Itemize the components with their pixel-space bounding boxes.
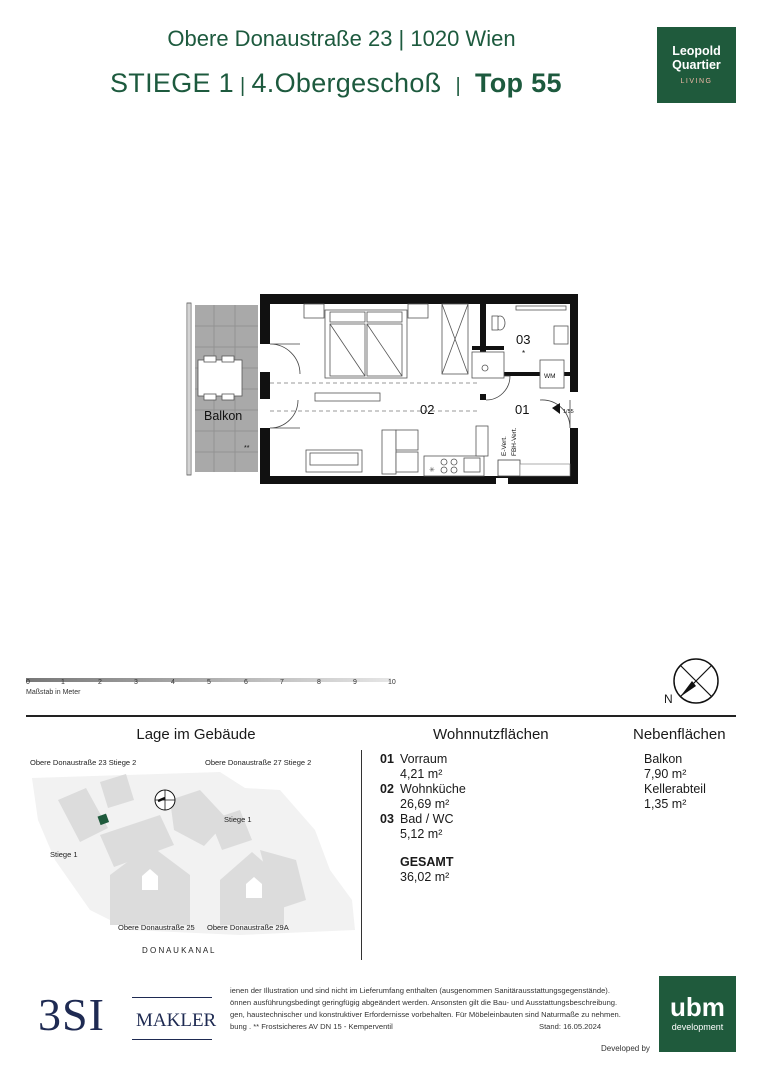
3si-logo: 3SI [38,989,105,1040]
total-label: GESAMT [400,855,454,869]
leopold-quartier-logo: Leopold Quartier LIVING [657,27,736,103]
sideboard [315,393,380,401]
developed-by-label: Developed by [601,1044,650,1053]
north-compass-icon [670,655,722,707]
section-divider [26,715,736,717]
site-plan [30,760,360,940]
list-item: 03 Bad / WC [380,812,454,826]
kitchen [424,426,488,476]
ancillary-heading: Nebenflächen [633,726,726,743]
room-03-label: 03 [516,332,531,347]
scale-ticks: 0 1 2 3 4 5 6 7 8 9 10 [26,679,396,686]
label-stiege1-right: Stiege 1 [224,815,252,824]
scale-caption: Maßstab in Meter [26,689,81,696]
label-od23-stiege2: Obere Donaustraße 23 Stiege 2 [30,758,137,767]
ancillary-list: Balkon 7,90 m² Kellerabteil 1,35 m² [644,752,706,811]
north-label: N [664,692,673,706]
balcony-valve-mark: ** [244,445,250,452]
wardrobe [442,304,468,374]
makler-logo-text: MAKLER [136,1010,217,1031]
svg-text:✳: ✳ [429,467,435,474]
label-od27-stiege2: Obere Donaustraße 27 Stiege 2 [205,758,312,767]
stand-date: Stand: 16.05.2024 [539,1022,602,1031]
fbh-vert-label: FBH-Vert. [511,427,518,456]
stair-label: STIEGE 1 [110,68,234,98]
label-stiege1-left: Stiege 1 [50,850,78,859]
label-donaukanal: D O N A U K A N A L [142,946,215,955]
list-item: 01 Vorraum [380,752,448,766]
floor-plan [180,290,580,490]
label-od29a: Obere Donaustraße 29A [207,923,289,932]
entrance-arrow-icon [552,403,560,414]
wm-label: WM [544,373,556,380]
balcony-label: Balkon [204,409,243,423]
dining-table [382,430,418,474]
total-area: 36,02 m² [400,870,450,884]
room-01-label: 01 [515,402,530,417]
label-od25: Obere Donaustraße 25 [118,923,195,932]
living-areas-list: 01 Vorraum 4,21 m² 02 Wohnküche 26,69 m² 03 Bad / WC 5,12 m² GESAMT 36,02 m² [380,752,580,885]
door-number: 1/55 [563,409,574,415]
ubm-logo: ubm development [659,976,736,1052]
column-divider [361,750,362,960]
sofa [306,450,362,472]
living-areas-heading: Wohnnutzflächen [433,726,549,743]
svg-text:*: * [522,349,526,358]
double-bed [304,304,428,378]
location-heading: Lage im Gebäude [136,726,256,743]
list-item: 02 Wohnküche [380,782,466,796]
top-number: Top 55 [474,68,562,98]
unit-title: STIEGE 1 | 4.Obergeschoß | Top 55 [110,68,562,98]
project-address: Obere Donaustraße 23 | 1020 Wien [167,26,516,51]
room-02-label: 02 [420,402,435,417]
e-vert-label: E-Vert. [501,436,508,456]
floor-label: 4.Obergeschoß [251,68,442,98]
balcony-table [198,356,242,400]
